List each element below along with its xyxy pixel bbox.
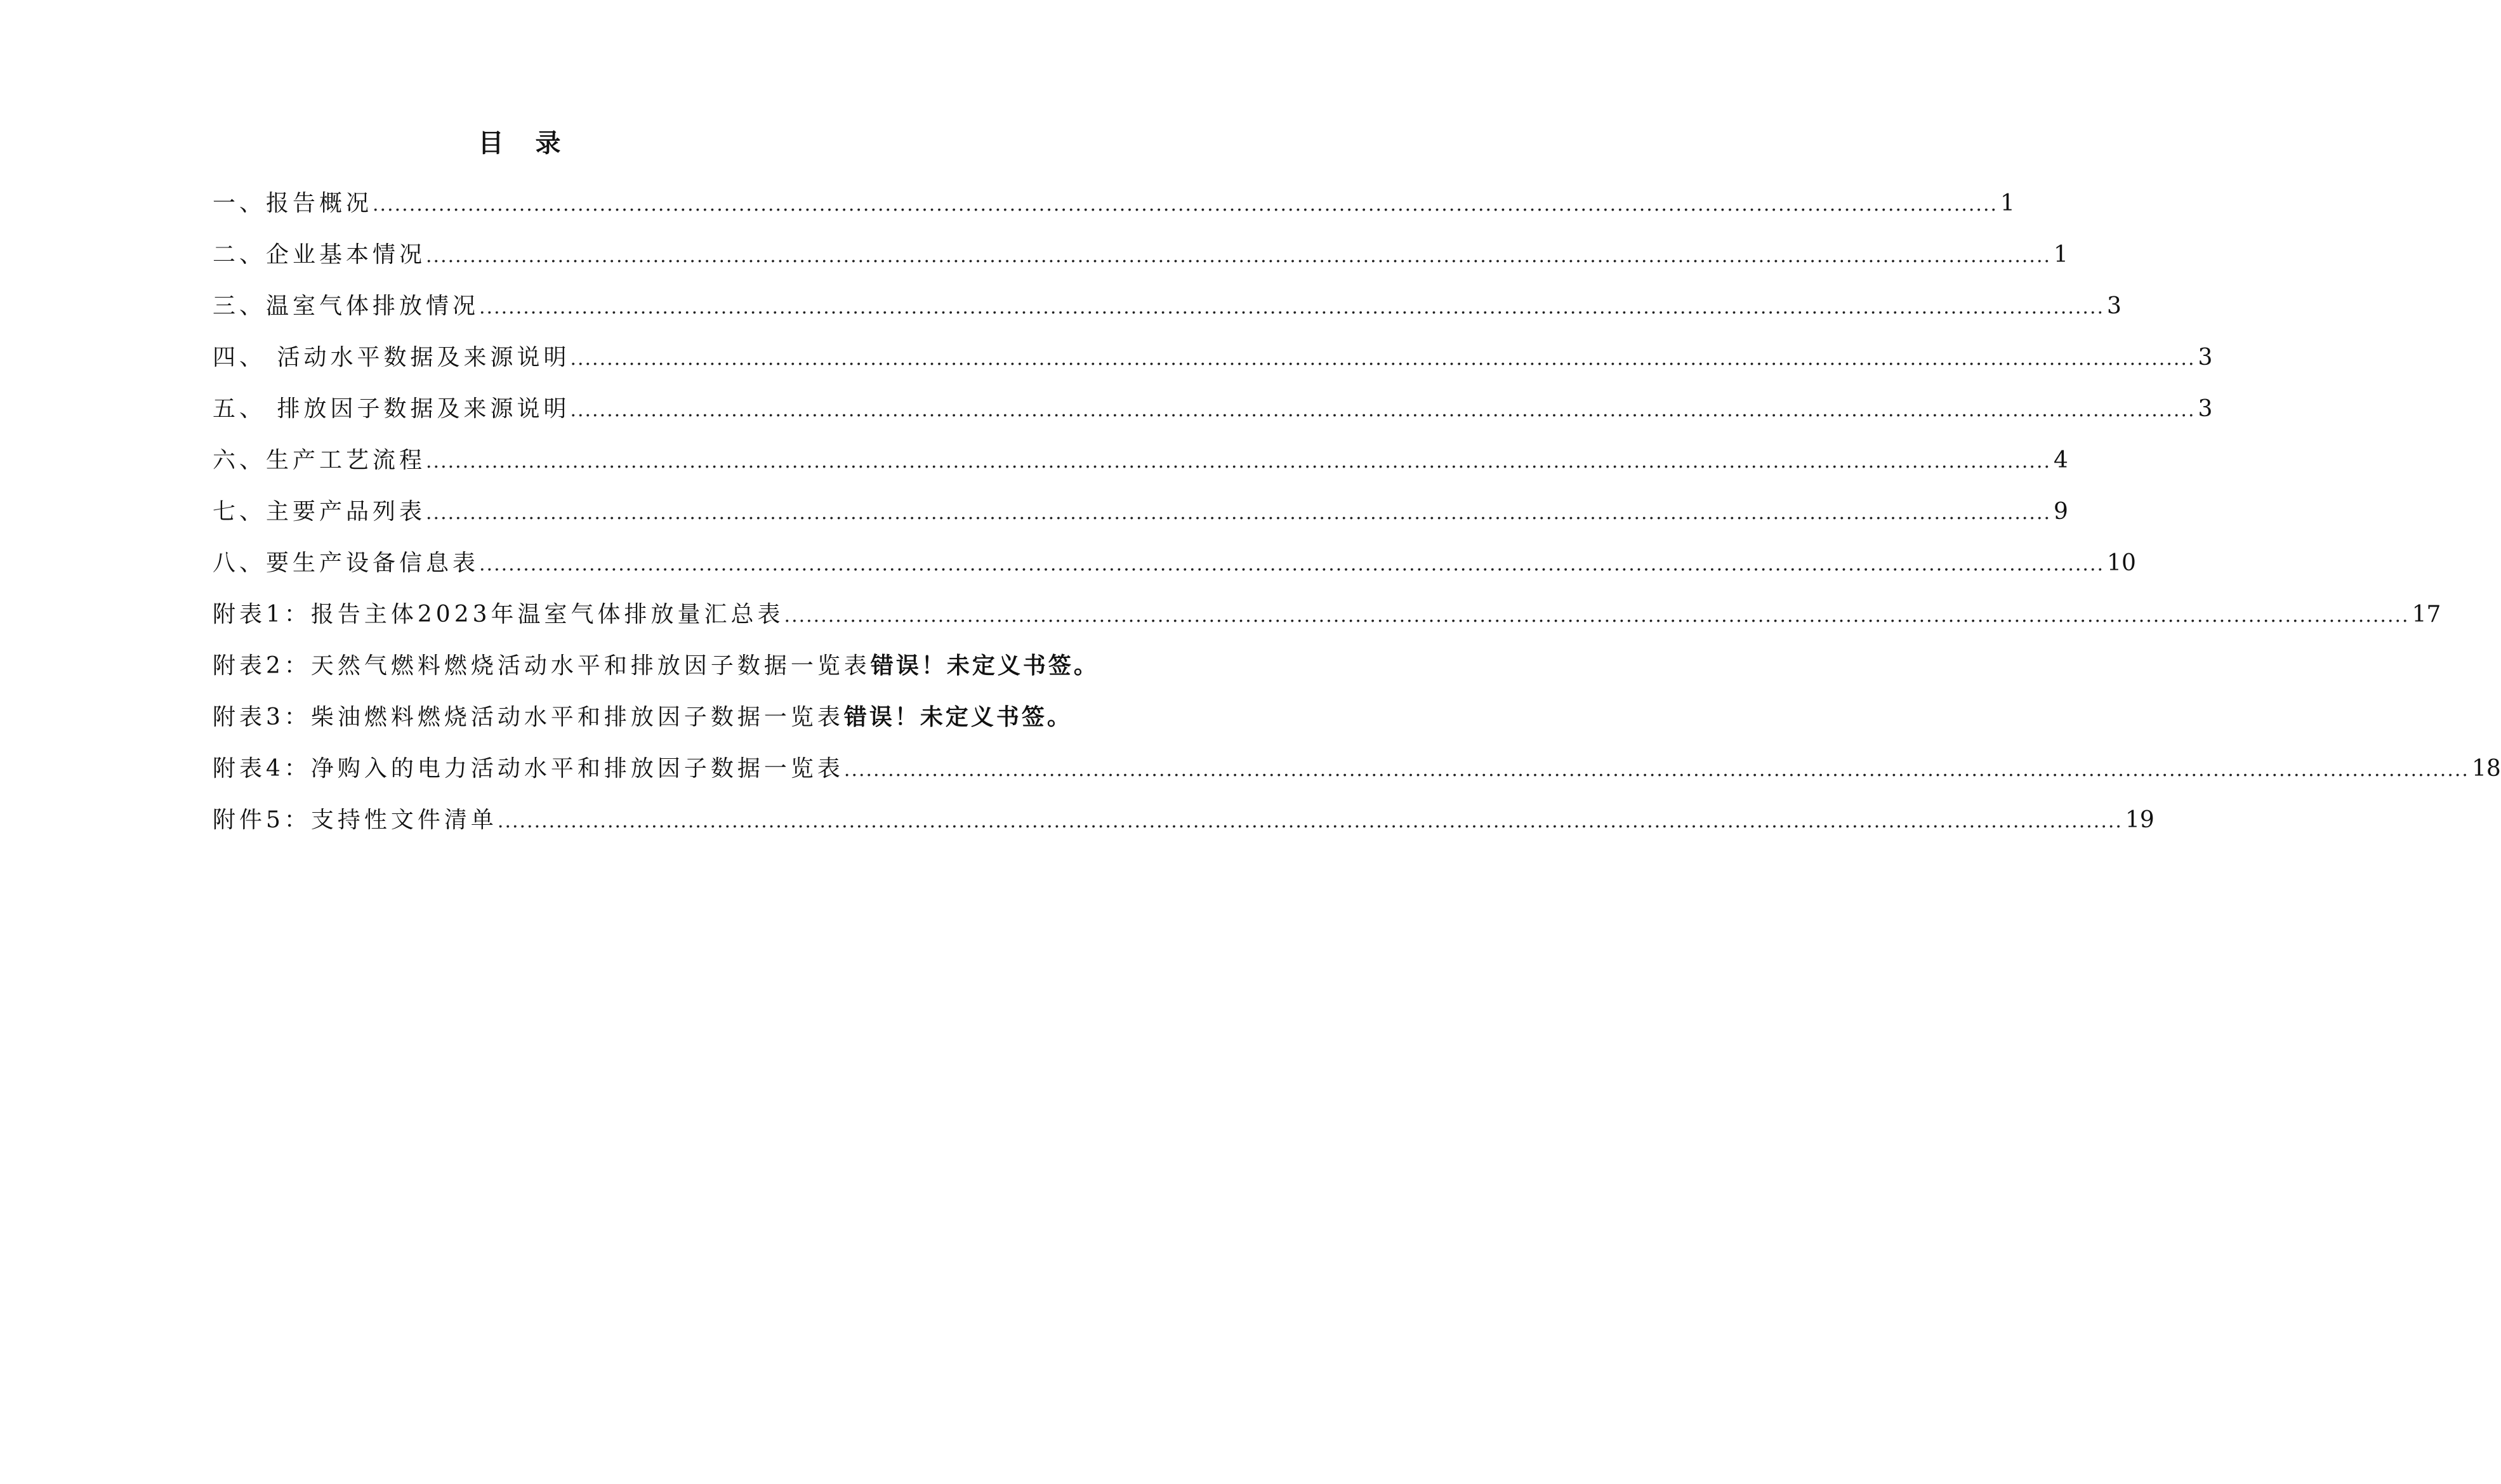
toc-entry-text: 四、 活动水平数据及来源说明 — [213, 345, 571, 371]
toc-entry[interactable] — [213, 486, 2068, 537]
toc-entry-page: 4 — [2054, 447, 2068, 473]
toc-entry-text: 七、主要产品列表 — [213, 499, 426, 525]
toc-leader-dots — [426, 436, 2051, 487]
toc-entry-page: 19 — [2125, 807, 2155, 833]
toc-leader-dots — [498, 796, 2123, 847]
toc-entry-text: 附表2：天然气燃料燃烧活动水平和排放因子数据一览表 — [213, 653, 871, 679]
toc-leader-dots — [784, 590, 2410, 641]
toc-leader-dots — [570, 333, 2195, 384]
toc-entry-page: 9 — [2054, 499, 2068, 525]
toc-entry-text: 附件5：支持性文件清单 — [213, 807, 498, 833]
toc-leader-dots — [479, 282, 2104, 333]
toc-leader-dots — [844, 744, 2469, 796]
toc-entry[interactable] — [213, 332, 2213, 383]
toc-entry-page: 3 — [2198, 345, 2213, 371]
toc-entry-text: 五、 排放因子数据及来源说明 — [213, 396, 571, 422]
toc-entry-text: 六、生产工艺流程 — [213, 447, 426, 473]
toc-entry[interactable] — [213, 537, 2136, 589]
toc-leader-dots — [373, 179, 1998, 230]
toc-entry[interactable] — [213, 435, 2068, 486]
toc-list — [213, 178, 2501, 846]
toc-leader-dots — [479, 539, 2104, 590]
toc-entry-page: 18 — [2471, 756, 2501, 782]
toc-entry-page: 1 — [2000, 190, 2015, 216]
toc-entry-error[interactable] — [213, 640, 1099, 692]
toc-leader-dots — [426, 230, 2051, 282]
bookmark-error-text: 错误！未定义书签。 — [870, 653, 1099, 679]
toc-entry-page: 1 — [2054, 242, 2068, 268]
toc-entry-page: 3 — [2107, 293, 2122, 319]
toc-entry-page: 3 — [2198, 396, 2213, 422]
toc-entry[interactable] — [213, 383, 2213, 435]
toc-entry-page: 17 — [2412, 601, 2441, 627]
toc-entry-page: 10 — [2107, 550, 2136, 576]
toc-entry-text: 八、要生产设备信息表 — [213, 550, 480, 576]
bookmark-error-text: 错误！未定义书签。 — [843, 704, 1072, 730]
toc-entry-text: 二、企业基本情况 — [213, 242, 426, 268]
toc-leader-dots — [570, 384, 2195, 436]
toc-entry-text: 三、温室气体排放情况 — [213, 293, 480, 319]
toc-leader-dots — [426, 487, 2051, 539]
toc-entry[interactable] — [213, 280, 2122, 332]
toc-entry[interactable] — [213, 743, 2501, 794]
toc-entry-error[interactable] — [213, 692, 1072, 743]
toc-entry-text: 附表1：报告主体2023年温室气体排放量汇总表 — [213, 601, 784, 627]
toc-entry[interactable] — [213, 589, 2441, 640]
toc-entry-text: 附表3：柴油燃料燃烧活动水平和排放因子数据一览表 — [213, 704, 844, 730]
toc-entry[interactable] — [213, 229, 2068, 280]
toc-entry-text: 附表4：净购入的电力活动水平和排放因子数据一览表 — [213, 756, 844, 782]
toc-entry[interactable] — [213, 178, 2015, 229]
toc-title: 目 录 — [478, 129, 572, 158]
toc-entry[interactable] — [213, 794, 2155, 846]
toc-entry-text: 一、报告概况 — [213, 190, 373, 216]
